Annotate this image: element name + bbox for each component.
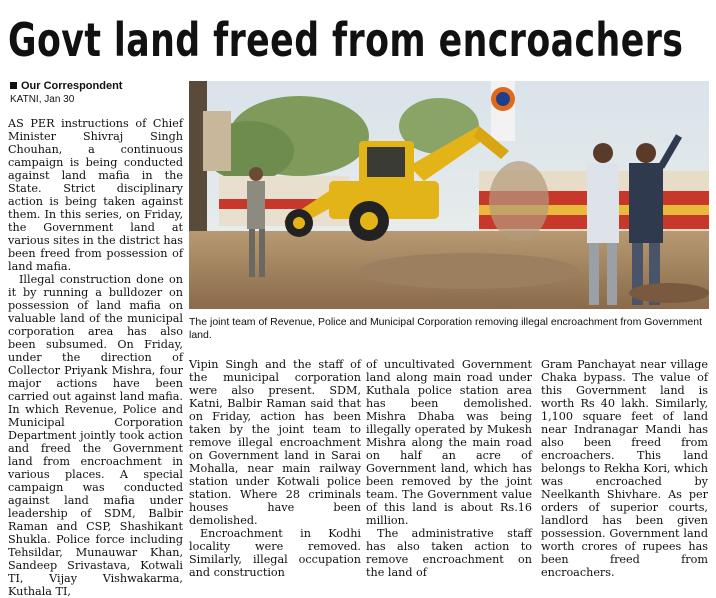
- paragraph: Illegal construction done on it by running a bulldozer on possession of land mafia on valuable land of the municipal corporation area has also been subsumed. On Friday, under the direction of Collector Priyank Mishra, four major actions have been carried out against land mafia. In which Revenue, Police and Municipal Corporation Department jointly took action and freed the Government land from encroachment in various places. A special campaign was conducted against land mafia under leadership of SDM, Balbir Raman and CSP, Shashikant Shukla. Police force including Tehsildar, Munauwar Khan, Sandeep Srivastava, Kotwali TI, Vijay Vishwakarma, Kuthala TI,: [8, 273, 183, 598]
- paragraph: of uncultivated Government land along main road under Kuthala police station area has been demolished. Mishra Dhaba was being illegally operated by Mukesh Mishra along the main road on half an acre of Government land, which has been removed by the joint team. The Government value of this land is about Rs.16 million.: [366, 358, 532, 527]
- article-column-2: [189, 358, 361, 579]
- news-photo: [189, 81, 709, 309]
- article-column-3: [366, 358, 532, 579]
- paragraph: Gram Panchayat near village Chaka bypass. The value of this Government land is worth Rs 40 lakh. Similarly, 1,100 square feet of land near Indranagar Mandi has also been freed from encroachers. This land belongs to Rekha Kori, which was encroached by Neelkanth Shivhare. As per orders of superior courts, landlord has been given possession. Government land worth crores of rupees has been freed from encroachers.: [541, 358, 708, 579]
- article-column-1: [8, 117, 183, 598]
- photo-caption: The joint team of Revenue, Police and Municipal Corporation removing illegal encroachment from Government land.: [189, 316, 703, 341]
- byline: [10, 80, 122, 92]
- paragraph: The administrative staff has also taken action to remove encroachment on the land of: [366, 527, 532, 579]
- paragraph: AS PER instructions of Chief Minister Shivraj Singh Chouhan, a continuous campaign is being conducted against land mafia in the State. Strict disciplinary action is being taken against them. In this series, on Friday, the Government land at various sites in the district has been freed from possession of land mafia.: [8, 117, 183, 273]
- headline: Govt land freed from encroachers: [8, 13, 684, 67]
- byline-text: Our Correspondent: [21, 80, 123, 92]
- paragraph: Encroachment in Kodhi locality were removed. Similarly, illegal occupation and construction: [189, 527, 361, 579]
- dateline: KATNI, Jan 30: [10, 94, 75, 105]
- paragraph: Vipin Singh and the staff of the municipal corporation were also present. SDM, Katni, Balbir Raman said that on Friday, action has been taken by the joint team to remove illegal encroachment on Government land in Sarai Mohalla, near main railway station under Kotwali police station. Where 28 criminals houses have been demolished.: [189, 358, 361, 527]
- byline-square-icon: [10, 82, 17, 89]
- article-column-4: [541, 358, 708, 579]
